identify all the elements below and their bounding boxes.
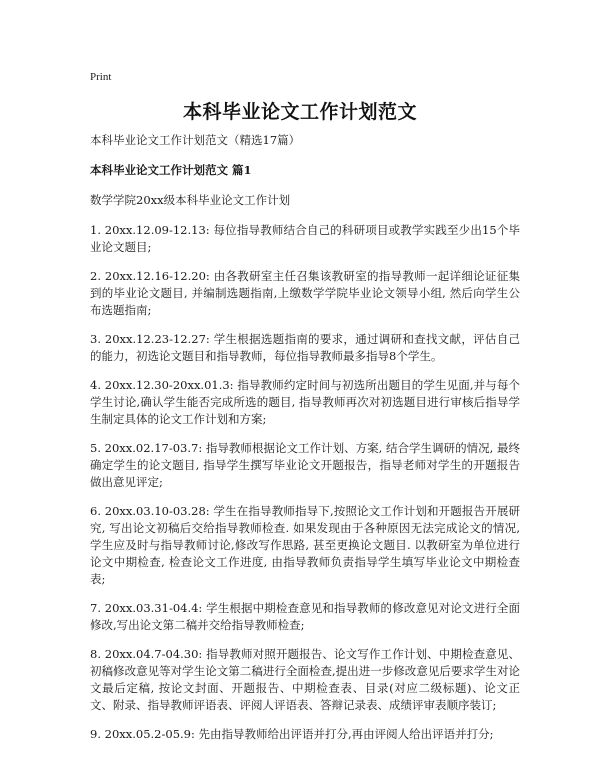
schedule-item: 9. 20xx.05.2-05.9: 先由指导教师给出评语并打分,再由评阅人给出评语并打分; (90, 727, 494, 741)
schedule-item: 7. 20xx.03.31-04.4: 学生根据中期检查意见和指导教师的修改意见对论文进行全面修改,写出论文第二稿并交给指导教师检查; (90, 601, 520, 632)
print-label: Print (90, 71, 112, 83)
schedule-item: 3. 20xx.12.23-12.27: 学生根据选题指南的要求，通过调研和查找文献，评估自己的能力，初选论文题目和指导教师，每位指导教师最多指导8个学生。 (90, 332, 520, 363)
schedule-item: 5. 20xx.02.17-03.7: 指导教师根据论文工作计划、方案, 结合学生调研的情况, 最终确定学生的论文题目, 指导学生撰写毕业论文开题报告，指导老师对学生的开题报告做出意见评定; (90, 441, 520, 489)
schedule-item: 1. 20xx.12.09-12.13: 每位指导教师结合自己的科研项目或教学实践至少出15个毕业论文题目; (90, 223, 520, 254)
schedule-item: 6. 20xx.03.10-03.28: 学生在指导教师指导下,按照论文工作计划和开题报告开展研究, 写出论文初稿后交给指导教师检查. 如果发现由于各种原因无法完成论文的情况, 学生应及时与指导教师讨论,修改写作思路, 甚至更换论文题目. 以教研室为单位进行论文中期检查, 检查论文工作进度, 由指导教师负责指导学生填写毕业论文中期检查表; (90, 504, 520, 586)
document-subtitle: 本科毕业论文工作计划范文（精选17篇） (90, 133, 301, 147)
section-heading: 本科毕业论文工作计划范文 篇1 (90, 163, 252, 177)
document-body (90, 132, 520, 755)
intro-line: 数学学院20xx级本科毕业论文工作计划 (90, 193, 291, 207)
document-title: 本科毕业论文工作计划范文 (182, 101, 417, 123)
schedule-item: 8. 20xx.04.7-04.30: 指导教师对照开题报告、论文写作工作计划、中期检查意见、初稿修改意见等对学生论文第二稿进行全面检查,提出进一步修改意见后要求学生对论文最后定稿, 按论文封面、开题报告、中期检查表、目录(对应二级标题)、论文正文、附录、指导教师评语表、评阅人评语表、答辩记录表、成绩评审表顺序装订; (90, 647, 520, 712)
schedule-item: 4. 20xx.12.30-20xx.01.3: 指导教师约定时间与初选所出题目的学生见面,并与每个学生讨论,确认学生能否完成所选的题目, 指导教师再次对初选题目进行审核后指导学生制定具体的论文工作计划和方案; (90, 378, 520, 426)
schedule-item: 2. 20xx.12.16-12.20: 由各教研室主任召集该教研室的指导教师一起详细论证征集到的毕业论文题目, 并编制选题指南,上缴数学学院毕业论文领导小组, 然后向学生公布选题指南; (90, 269, 520, 317)
